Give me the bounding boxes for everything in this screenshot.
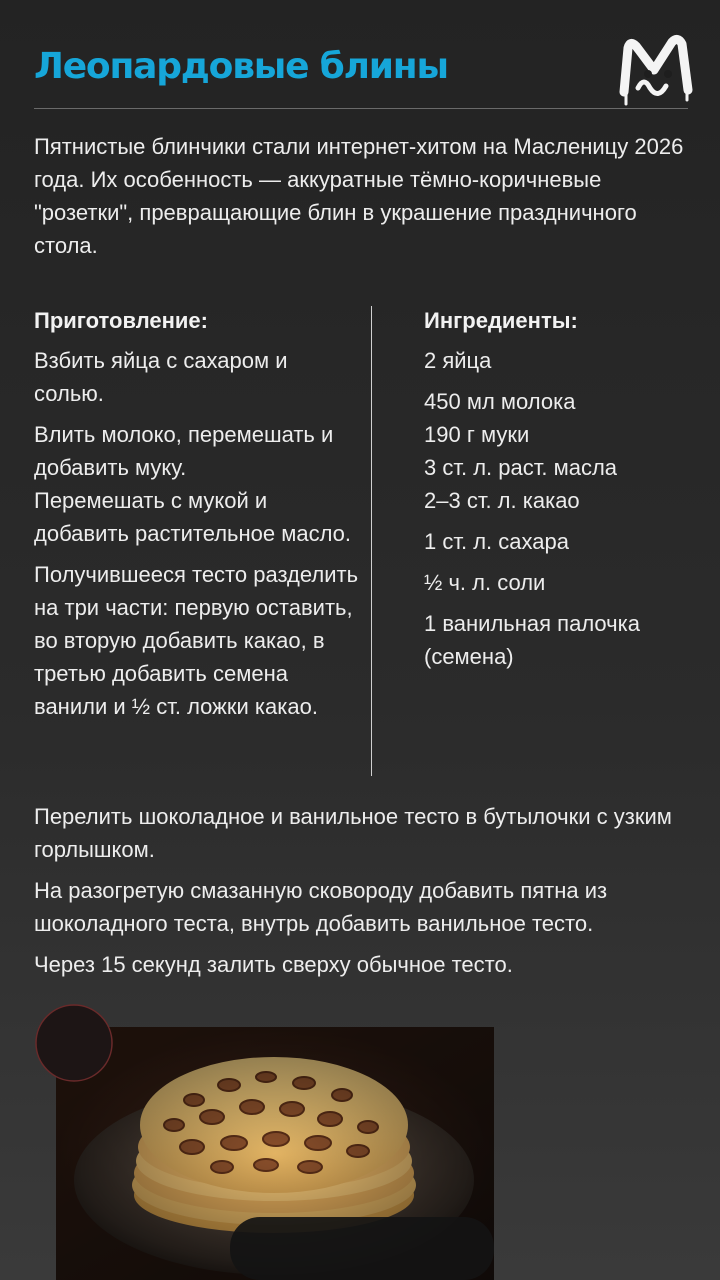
pancakes-photo [34,1005,494,1280]
final-step: На разогретую смазанную сковороду добавить пятна из шоколадного теста, внутрь добавить ванильное тесто. [34,878,608,936]
intro-text: Пятнистые блинчики стали интернет-хитом на Масленицу 2026 года. Их особенность — аккуратные тёмно-коричневые "розетки", превращающие блин в украшение праздничного стола. [34,134,684,258]
title-divider [34,108,688,109]
preparation-step: Взбить яйца с сахаром и солью. [34,348,288,406]
ingredient-item: 3 ст. л. раст. масла [424,455,618,480]
ingredient-item: 1 ванильная палочка (семена) [424,611,640,669]
brand-logo-icon [614,30,700,110]
column-divider [371,306,372,776]
ingredient-item: 2–3 ст. л. какао [424,488,580,513]
ingredients-heading: Ингредиенты: [424,308,578,333]
ingredient-item: ½ ч. л. соли [424,570,546,595]
preparation-heading: Приготовление: [34,308,208,333]
preparation-step: Перемешать с мукой и добавить растительное масло. [34,488,352,546]
ingredient-item: 190 г муки [424,422,530,447]
ingredient-item: 450 мл молока [424,389,576,414]
preparation-step: Получившееся тесто разделить на три части: первую оставить, во вторую добавить какао, в третью добавить семена ванили и ½ ст. ложки какао. [34,562,359,719]
ingredient-item: 1 ст. л. сахара [424,529,569,554]
final-step: Перелить шоколадное и ванильное тесто в бутылочки с узким горлышком. [34,804,672,862]
final-step: Через 15 секунд залить сверху обычное тесто. [34,952,513,977]
final-steps-section [34,800,694,989]
page-title: Леопардовые блины [34,46,448,87]
preparation-section [34,306,360,731]
preparation-step: Влить молоко, перемешать и добавить муку. [34,422,334,480]
ingredients-section [424,306,694,681]
ingredient-item: 2 яйца [424,348,492,373]
